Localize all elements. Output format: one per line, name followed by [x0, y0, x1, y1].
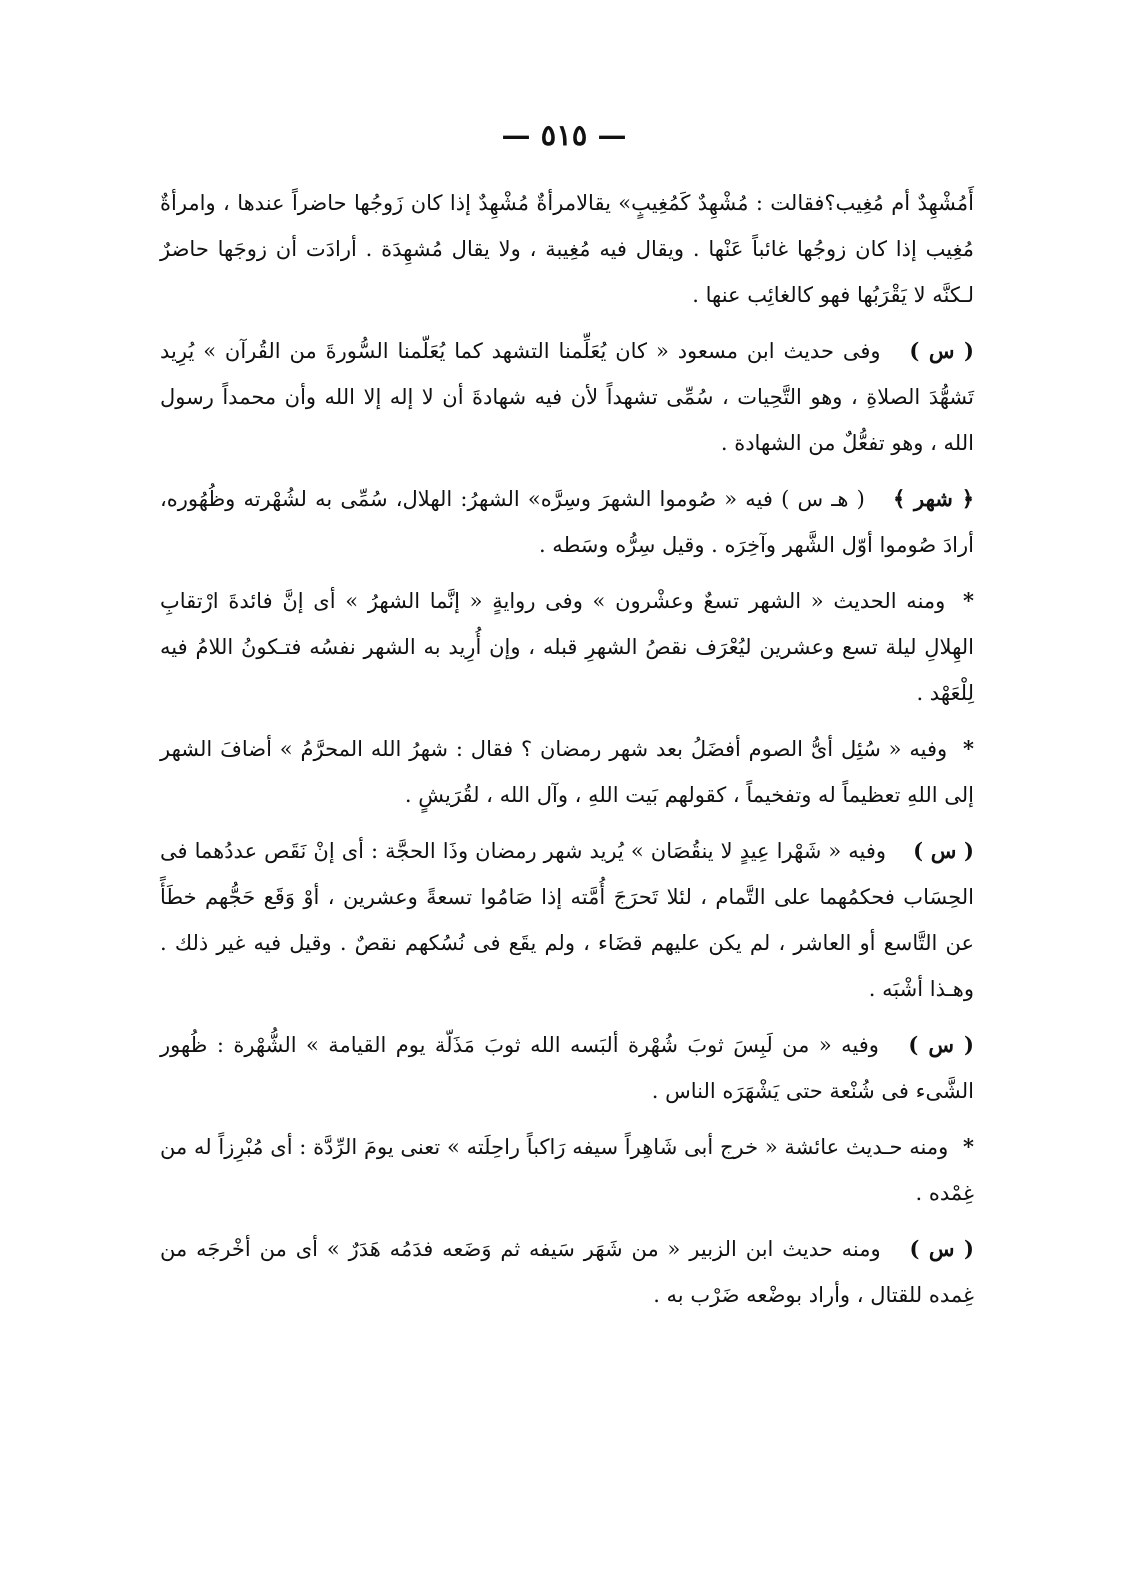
paragraph-text: وفيه « من لَبِسَ ثوبَ شُهْرة ألبَسه الله ثوبَ مَذَلّة يوم القيامة » الشُّهْرة : ظُهور الشَّىء فى شُنْعة حتى يَشْهَرَه الناس . — [160, 1033, 974, 1103]
paragraph — [160, 578, 974, 716]
paragraph-text: وفيه « سُئِل أىُّ الصوم أفضَلُ بعد شهر رمضان ؟ فقال : شهرُ الله المحرَّمُ » أضافَ الشهر إلى اللهِ تعظيماً له وتفخيماً ، كقولهم بَيت اللهِ ، وآل الله ، لقُرَيشٍ . — [160, 737, 974, 807]
paragraph-text: وفى حديث ابن مسعود « كان يُعَلِّمنا التشهد كما يُعَلّمنا السُّورةَ من القُرآن » يُرِيد تَشهُّدَ الصلاةِ ، وهو التَّحِيات ، سُمِّى تشهداً لأن فيه شهادةَ أن لا إله إلا الله وأن محمداً رسول الله ، وهو تفعُّلٌ من الشهادة . — [160, 339, 974, 455]
entry-heading: ﴿ شهر ﴾ — [892, 486, 974, 511]
paragraph-text: ومنه حـديث عائشة « خرج أبى شَاهِراً سيفه رَاكباً راحِلَته » تعنى يومَ الرِّدَّة : أى مُبْرِزاً له من غِمْده . — [160, 1135, 974, 1205]
bullet-marker: * — [963, 588, 974, 613]
source-siglum: ( س ) — [913, 838, 974, 863]
paragraph — [160, 328, 974, 466]
paragraph — [160, 476, 974, 568]
paragraph — [160, 1226, 974, 1318]
paragraph-text: ( هـ س ) فيه « صُوموا الشهرَ وسِرَّه» الشهرُ: الهلال، سُمِّى به لشُهْرته وظُهُوره، أرادَ صُوموا أوّل الشَّهر وآخِرَه . وقيل سِرُّه وسَطه . — [160, 487, 974, 557]
paragraph — [160, 726, 974, 818]
source-siglum: ( س ) — [909, 1236, 974, 1261]
page-number: — ٥١٥ — — [501, 118, 627, 152]
entry-text-block — [160, 180, 974, 1328]
source-siglum: ( س ) — [908, 1032, 974, 1057]
paragraph-text: ومنه حديث ابن الزبير « من شَهَر سَيفه ثم وَضَعه فدَمُه هَدَرٌ » أى من أخْرجَه من غِمده للقتال ، وأراد بوضْعه ضَرْب به . — [160, 1237, 974, 1307]
source-siglum: ( س ) — [909, 338, 974, 363]
paragraph-text: أَمُشْهِدٌ أم مُغِيب؟فقالت : مُشْهِدٌ كَمُغِيبٍ» يقالامرأةٌ مُشْهِدٌ إذا كان زَوجُها حاضراً عندها ، وامرأةٌ مُغِيب إذا كان زوجُها غائباً عَنْها . ويقال فيه مُغِيبة ، ولا يقال مُشهِدَة . أرادَت أن زوجَها حاضرٌ لـكنَّه لا يَقْرَبُها فهو كالغائِب عنها . — [160, 191, 974, 307]
bullet-marker: * — [963, 1134, 974, 1159]
paragraph — [160, 180, 974, 318]
paragraph — [160, 1124, 974, 1216]
bullet-marker: * — [963, 736, 974, 761]
paragraph-text: ومنه الحديث « الشهر تسعٌ وعشْرون » وفى روايةٍ « إنَّما الشهرُ » أى إنَّ فائدةَ ارْتقابِ الهِلالِ ليلة تسع وعشرين ليُعْرَف نقصُ الشهرِ قبله ، وإن أُرِيد به الشهر نفسُه فتـكونُ اللامُ فيه لِلْعَهْد . — [160, 589, 974, 705]
paragraph-text: وفيه « شَهْرا عِيدٍ لا ينقُصَان » يُريد شهر رمضان وذَا الحجَّة : أى إنْ نَقَص عددُهما فى الحِسَاب فحكمُهما على التَّمام ، لئلا تَحرَجَ أُمَّته إذا صَامُوا تسعةً وعشرين ، أوْ وَقَع حَجُّهم خطَأً عن التَّاسع أو العاشر ، لم يكن عليهم قضَاء ، ولم يقَع فى نُسُكهم نقصٌ . وقيل فيه غير ذلك . وهـذا أشْبَه . — [160, 839, 974, 1001]
paragraph — [160, 1022, 974, 1114]
paragraph — [160, 828, 974, 1012]
